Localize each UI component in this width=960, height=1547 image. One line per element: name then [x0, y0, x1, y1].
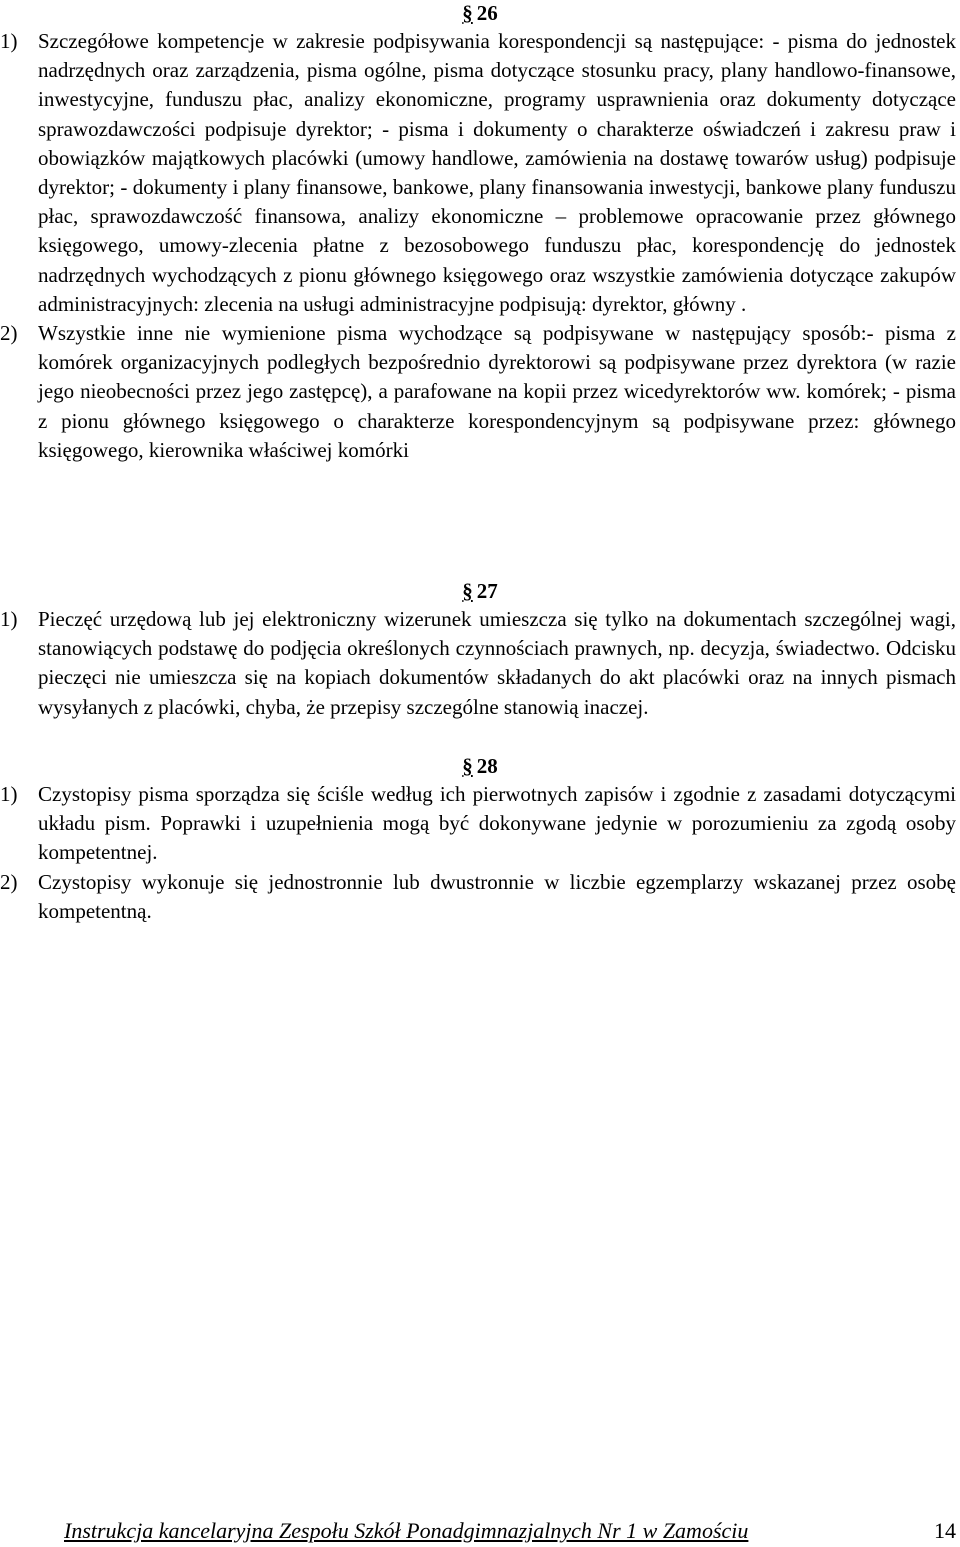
- item-text: Pieczęć urzędową lub jej elektroniczny wizerunek umieszcza się tylko na dokumentach szczególnej wagi, stanowiących podstawę do podjęcia określonych czynnościach prawnych, np. decyzja, świadectwo. Odcisku pieczęci nie umieszcza się na kopiach dokumentów składanych do akt placówki oraz na innych pismach wysyłanych z placówki, chyba, że przepisy szczególne stanowią inaczej.: [38, 607, 956, 719]
- section-26: [0, 0, 960, 465]
- section-sign: §: [462, 579, 473, 603]
- page-number: 14: [934, 1518, 956, 1543]
- section-number: 28: [476, 754, 498, 778]
- section-27: [0, 578, 960, 722]
- section-item: [0, 319, 960, 465]
- section-number: 27: [476, 579, 498, 603]
- section-item: [0, 868, 960, 926]
- item-number: 2): [0, 321, 18, 346]
- section-item: [0, 780, 960, 868]
- item-number: 1): [0, 782, 18, 806]
- item-number: 2): [0, 869, 18, 894]
- section-28: [0, 753, 960, 926]
- item-number: 1): [0, 29, 18, 53]
- item-text: Czystopisy pisma sporządza się ściśle według ich pierwotnych zapisów i zgodnie z zasadami dotyczącymi układu pism. Poprawki i uzupełnienia mogą być dokonywane jedynie w porozumieniu za zgodą osoby kompetentnej.: [38, 782, 956, 865]
- section-heading: [0, 578, 960, 605]
- section-sign: §: [462, 754, 473, 778]
- section-sign: §: [462, 1, 473, 25]
- item-text: Czystopisy wykonuje się jednostronnie lub dwustronnie w liczbie egzemplarzy wskazanej przez osobę kompetentną.: [38, 869, 956, 923]
- section-number: 26: [476, 1, 498, 25]
- footer-title: Instrukcja kancelaryjna Zespołu Szkół Ponadgimnazjalnych Nr 1 w Zamościu: [64, 1518, 749, 1543]
- section-heading: [0, 753, 960, 780]
- section-heading: [0, 0, 960, 27]
- page-footer: [64, 1515, 958, 1547]
- section-item: [0, 605, 960, 722]
- item-number: 1): [0, 607, 18, 631]
- section-item: [0, 27, 960, 319]
- item-text: Szczegółowe kompetencje w zakresie podpisywania korespondencji są następujące: - pisma do jednostek nadrzędnych oraz zarządzenia, pisma ogólne, pisma dotyczące stosunku pracy, plany handlowo-finansowe, inwestycyjne, funduszu płac, analizy ekonomiczne, programy usprawnienia oraz dokumenty dotyczące sprawozdawczości podpisuje dyrektor; - pisma i dokumenty o charakterze oświadczeń i zakresu praw i obowiązków majątkowych placówki (umowy handlowe, zamówienia na dostawę towarów usług) podpisuje dyrektor; - dokumenty i plany finansowe, bankowe, plany finansowania inwestycji, bankowe plany funduszu płac, sprawozdawczość finansowa, analizy ekonomiczne – problemowe opracowanie przez głównego księgowego, umowy-zlecenia płatne z bezosobowego funduszu płac, korespondencję do jednostek nadrzędnych wychodzących z pionu głównego księgowego oraz wszystkie zamówienia dotyczące zakupów administracyjnych: zlecenia na usługi administracyjne podpisują: dyrektor, główny .: [38, 29, 956, 316]
- item-text: Wszystkie inne nie wymienione pisma wychodzące są podpisywane w następujący sposób:- pisma z komórek organizacyjnych podległych bezpośrednio dyrektorowi są podpisywane przez dyrektora (w razie jego nieobecności przez jego zastępcę), a parafowane na kopii przez wicedyrektorów ww. komórek; - pisma z pionu głównego księgowego o charakterze korespondencyjnym są podpisywane przez: głównego księgowego, kierownika właściwej komórki: [38, 321, 956, 462]
